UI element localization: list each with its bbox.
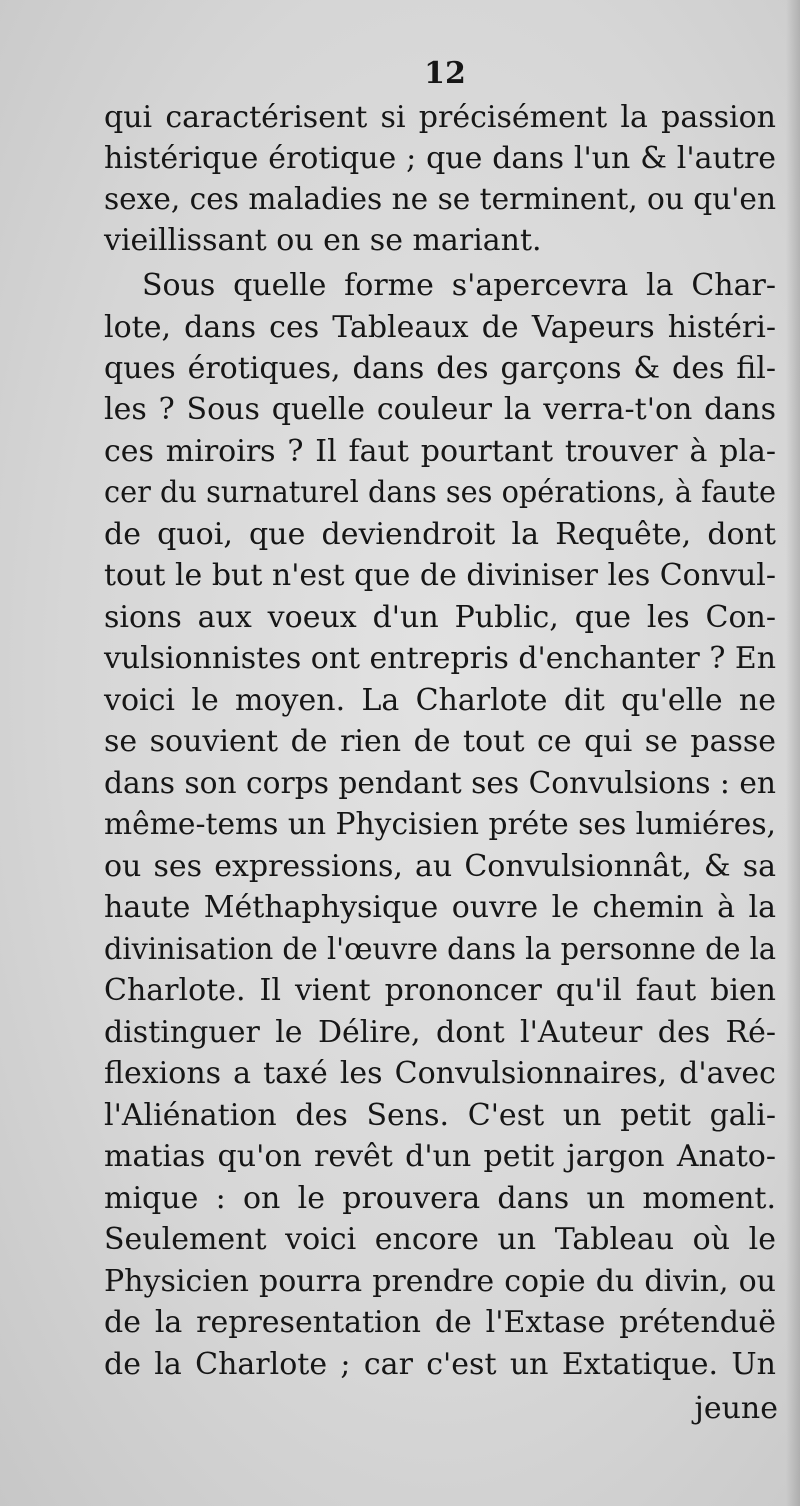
text-line-23: distinguer le Délire, dont l'Auteur des Ré-	[104, 1015, 776, 1050]
text-line-25: l'Aliénation des Sens. C'est un petit gali-	[104, 1098, 776, 1133]
text-line-20: haute Méthaphysique ouvre le chemin à la	[104, 890, 776, 925]
text-line-15: voici le moyen. La Charlote dit qu'elle ne	[104, 683, 776, 718]
text-line-27: mique : on le prouvera dans un moment.	[104, 1181, 776, 1216]
text-line-4: vieillissant ou en se mariant.	[104, 223, 542, 258]
text-line-31: de la Charlote ; car c'est un Extatique. Un	[104, 1347, 776, 1382]
text-line-6: lote, dans ces Tableaux de Vapeurs histéri-	[104, 310, 776, 345]
text-line-2: histérique érotique ; que dans l'un & l'autre	[104, 141, 776, 176]
text-line-10: cer du surnaturel dans ses opérations, à faute	[104, 475, 776, 510]
text-line-30: de la representation de l'Extase prétenduë	[104, 1305, 776, 1340]
text-line-1: qui caractérisent si précisément la passion	[104, 100, 776, 135]
text-line-12: tout le but n'est que de diviniser les Convul-	[104, 558, 776, 593]
text-line-16: se souvient de rien de tout ce qui se passe	[104, 724, 776, 759]
text-line-21: divinisation de l'œuvre dans la personne de la	[104, 932, 776, 967]
page-edge-shadow	[786, 0, 800, 1506]
text-line-8: les ? Sous quelle couleur la verra-t'on dans	[104, 392, 776, 427]
text-line-19: ou ses expressions, au Convulsionnât, & sa	[104, 849, 776, 884]
text-line-29: Physicien pourra prendre copie du divin, ou	[104, 1264, 776, 1299]
text-line-13: sions aux voeux d'un Public, que les Con-	[104, 600, 776, 635]
catchword: jeune	[694, 1391, 778, 1426]
text-line-24: flexions a taxé les Convulsionnaires, d'avec	[104, 1056, 776, 1091]
text-line-14: vulsionnistes ont entrepris d'enchanter ? En	[104, 641, 776, 676]
text-line-17: dans son corps pendant ses Convulsions : en	[104, 766, 776, 801]
text-line-3: sexe, ces maladies ne se terminent, ou qu'en	[104, 182, 776, 217]
text-line-5: Sous quelle forme s'apercevra la Char-	[142, 268, 776, 303]
text-line-9: ces miroirs ? Il faut pourtant trouver à pla-	[104, 434, 776, 469]
text-line-18: même-tems un Phycisien préte ses lumiéres,	[104, 807, 776, 842]
text-line-7: ques érotiques, dans des garçons & des fil-	[104, 351, 776, 386]
page-number: 12	[424, 56, 466, 91]
text-line-26: matias qu'on revêt d'un petit jargon Anato-	[104, 1139, 776, 1174]
text-line-28: Seulement voici encore un Tableau où le	[104, 1222, 776, 1257]
text-line-22: Charlote. Il vient prononcer qu'il faut bien	[104, 973, 776, 1008]
text-line-11: de quoi, que deviendroit la Requête, dont	[104, 517, 776, 552]
